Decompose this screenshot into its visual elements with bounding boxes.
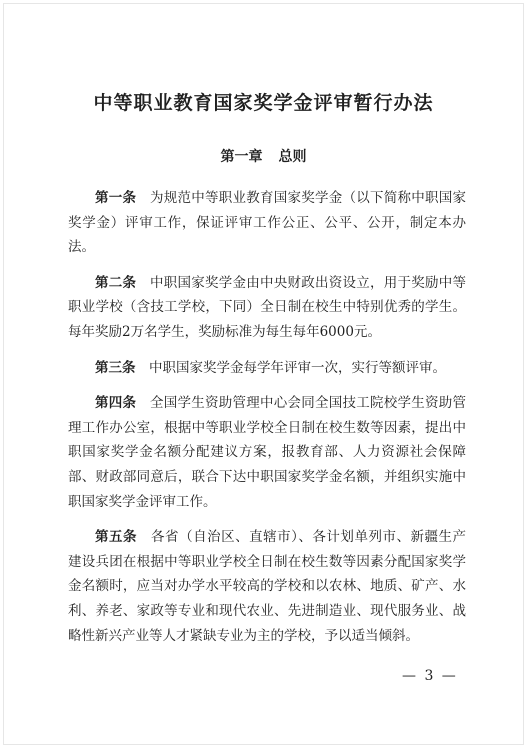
document-body <box>68 186 466 659</box>
article-text: 全国学生资助管理中心会同全国技工院校学生资助管理工作办公室，根据中等职业学校全日制在校生数等因素，提出中职国家奖学金名额分配建议方案，报教育部、人力资源社会保障部、财政部同意后，联合下达中职国家奖学金名额，并组织实施中职国家奖学金评审工作。 <box>68 395 466 510</box>
article-text: 中职国家奖学金每学年评审一次，实行等额评审。 <box>149 359 446 376</box>
article-label: 第二条 <box>95 274 137 291</box>
article-text: 为规范中等职业教育国家奖学金（以下简称中职国家奖学金）评审工作，保证评审工作公正、公平、公开，制定本办法。 <box>68 190 466 256</box>
article-label: 第一条 <box>95 190 137 206</box>
article-label: 第三条 <box>95 359 136 376</box>
article-3 <box>68 356 466 381</box>
article-label: 第五条 <box>95 529 138 546</box>
document-title: 中等职业教育国家奖学金评审暂行办法 <box>93 92 434 114</box>
chapter-heading <box>0 146 527 166</box>
article-label: 第四条 <box>95 395 137 412</box>
page-number: — 3 — <box>402 668 458 684</box>
article-5 <box>68 525 466 648</box>
chapter-number: 第一章 <box>220 149 263 165</box>
article-text: 中职国家奖学金由中央财政出资设立，用于奖励中等职业学校（含技工学校，下同）全日制在校生中特别优秀的学生。每年奖励2万名学生，奖励标准为每生每年6000元。 <box>68 274 466 340</box>
article-text: 各省（自治区、直辖市）、各计划单列市、新疆生产建设兵团在根据中等职业学校全日制在校生数等因素分配国家奖学金名额时，应当对办学水平较高的学校和以农林、地质、矿产、水利、养老、家政等专业和现代农业、先进制造业、现代服务业、战略性新兴产业等人才紧缺专业为主的学校，予以适当倾斜。 <box>68 529 467 644</box>
chapter-name: 总则 <box>278 149 307 165</box>
article-4 <box>68 391 466 514</box>
article-2 <box>68 271 466 345</box>
article-1 <box>68 186 466 260</box>
